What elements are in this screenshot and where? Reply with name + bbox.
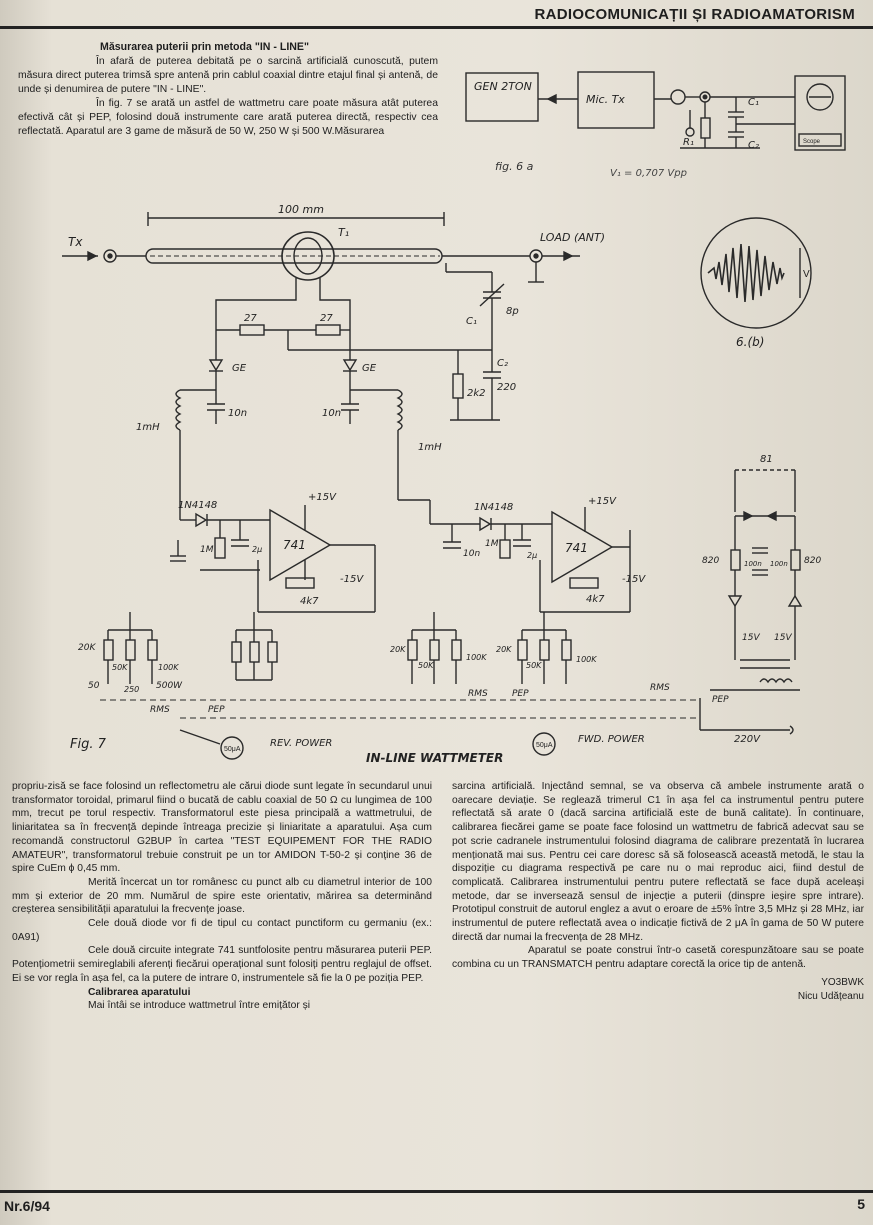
svg-text:100n: 100n — [744, 560, 762, 568]
svg-text:1M: 1M — [485, 539, 499, 549]
svg-text:50μA: 50μA — [536, 742, 553, 749]
left-paragraph-5: Mai întâi se introduce wattmetrul între emițător și — [88, 1000, 311, 1012]
fig6a-note: V₁ = 0,707 Vpp — [610, 168, 687, 179]
svg-text:100n: 100n — [770, 560, 788, 568]
svg-text:741: 741 — [283, 538, 306, 552]
footer-rule — [0, 1190, 873, 1193]
calibration-heading: Calibrarea aparatului — [88, 986, 191, 998]
svg-text:50K: 50K — [112, 663, 128, 672]
fig-7 — [62, 203, 700, 765]
two-tone-envelope — [708, 244, 784, 302]
svg-text:PEP: PEP — [512, 689, 529, 699]
svg-text:R₁: R₁ — [683, 137, 694, 148]
resistor-2k2 — [453, 374, 463, 398]
svg-text:220V: 220V — [734, 734, 760, 745]
author-name: Nicu Udățeanu — [797, 990, 864, 1002]
svg-text:820: 820 — [702, 556, 720, 566]
column-right — [452, 780, 864, 1004]
svg-text:20K: 20K — [390, 645, 406, 654]
svg-text:20K: 20K — [496, 645, 512, 654]
svg-text:100K: 100K — [576, 655, 597, 664]
left-paragraph-2: Merită încercat un tor românesc cu punct alb cu diametrul interior de 100 mm și exterior de 20 mm. Numărul de spire este orientativ, mărirea sa determinând creșterea sensibilității aparatului la frecvențe joase. — [12, 876, 432, 916]
svg-text:RMS: RMS — [468, 689, 488, 699]
svg-text:GE: GE — [232, 363, 247, 374]
svg-text:+15V: +15V — [588, 496, 616, 507]
svg-text:4k7: 4k7 — [586, 594, 605, 605]
svg-text:RMS: RMS — [150, 705, 170, 715]
left-paragraph-4: Cele două circuite integrate 741 suntfolosite pentru măsurarea puterii PEP. Potențiometrii semireglabili aferenți fiecărui operațional sunt folosiți pentru reglajul de offset. Ei se vor regla în așa fel, ca la putere de intrare 0, instrumentele să fie la 0 pe poziția PEP. — [12, 945, 432, 984]
svg-text:27: 27 — [244, 313, 257, 324]
tx-label: Tx — [68, 235, 83, 249]
left-paragraph-3: Cele două diode vor fi de tipul cu contact punctiform cu germaniu (ex.: 0A91) — [12, 918, 432, 943]
intro-paragraph-1: În afară de puterea debitată pe o sarcină artificială cunoscută, putem măsura direct puterea trimsă spre antenă prin cablul coaxial dintre etajul final și antenă, de unde și denumirea de putere "IN - LINE". — [18, 56, 438, 95]
fig6b-caption: 6.(b) — [736, 335, 765, 349]
meter-icon — [671, 90, 685, 104]
svg-text:4k7: 4k7 — [300, 596, 319, 607]
svg-text:C₂: C₂ — [497, 358, 508, 369]
offset-pot-right — [570, 578, 598, 588]
diode-ge-left — [210, 360, 222, 370]
fig-6a — [466, 72, 845, 179]
svg-text:Scope: Scope — [803, 139, 821, 145]
svg-text:27: 27 — [320, 313, 333, 324]
length-label: 100 mm — [278, 203, 324, 216]
svg-text:15V: 15V — [742, 633, 760, 643]
svg-text:15V: 15V — [774, 633, 792, 643]
svg-text:C₁: C₁ — [466, 316, 477, 327]
diode-ge-right — [344, 360, 356, 370]
svg-text:1N4148: 1N4148 — [178, 500, 218, 511]
svg-text:V: V — [803, 269, 810, 280]
svg-text:PEP: PEP — [712, 695, 729, 705]
svg-text:PEP: PEP — [208, 705, 225, 715]
svg-text:250: 250 — [124, 685, 140, 694]
fig-8-power-supply — [650, 454, 821, 745]
fig-6b — [701, 218, 811, 349]
wattmeter-title: IN-LINE WATTMETER — [366, 751, 504, 765]
svg-text:2k2: 2k2 — [467, 388, 486, 399]
svg-text:8p: 8p — [506, 306, 519, 317]
svg-text:GE: GE — [362, 363, 377, 374]
svg-text:500W: 500W — [156, 681, 183, 691]
svg-text:820: 820 — [804, 556, 822, 566]
svg-text:100K: 100K — [158, 663, 179, 672]
right-paragraph-2: Aparatul se poate construi într-o casetă corespunzătoare sau se poate combina cu un TRANSMATCH pentru adaptare corectă la orice tip de antenă. — [452, 945, 864, 971]
svg-text:C₂: C₂ — [748, 140, 759, 151]
page-number: 5 — [857, 1196, 865, 1212]
svg-text:10n: 10n — [322, 408, 342, 419]
tx-label: Mic. Tx — [586, 93, 625, 106]
svg-text:1mH: 1mH — [418, 442, 442, 453]
zener-right — [789, 596, 801, 606]
article-heading: Măsurarea puterii prin metoda "IN - LINE" — [100, 41, 310, 53]
diode-1n4148-right — [480, 518, 490, 530]
svg-text:1N4148: 1N4148 — [474, 502, 514, 513]
svg-text:+15V: +15V — [308, 492, 336, 503]
svg-text:50K: 50K — [418, 661, 434, 670]
zener-left — [729, 596, 741, 606]
svg-text:741: 741 — [565, 541, 588, 555]
author-callsign: YO3BWK — [821, 976, 864, 988]
fig6a-caption: fig. 6 a — [495, 160, 534, 173]
resistor-820-left — [731, 550, 740, 570]
svg-text:1mH: 1mH — [136, 422, 160, 433]
load-label: LOAD (ANT) — [540, 231, 605, 244]
range-resistors-rev — [78, 612, 277, 694]
svg-text:50: 50 — [88, 681, 100, 691]
svg-text:1M: 1M — [200, 545, 214, 555]
fwd-power-label: FWD. POWER — [578, 734, 645, 745]
svg-text:50μA: 50μA — [224, 746, 241, 753]
svg-text:220: 220 — [497, 382, 517, 393]
diode-1n4148-left — [196, 514, 206, 526]
svg-text:2μ: 2μ — [527, 551, 538, 560]
load-resistor — [701, 118, 710, 138]
svg-text:81: 81 — [760, 454, 773, 465]
svg-text:100K: 100K — [466, 653, 487, 662]
svg-text:-15V: -15V — [622, 574, 646, 585]
issue-number: Nr.6/94 — [4, 1198, 50, 1214]
resistor-27-a — [240, 325, 264, 335]
resistor-820-right — [791, 550, 800, 570]
offset-pot-left — [286, 578, 314, 588]
range-resistors-fwd — [390, 612, 597, 684]
svg-text:T₁: T₁ — [338, 226, 350, 239]
arrow-icon — [548, 95, 556, 103]
gen-label: GEN 2TON — [474, 80, 532, 93]
fig7-caption: Fig. 7 — [70, 737, 106, 752]
left-paragraph-1: propriu-zisă se face folosind un reflectometru ale cărui diode sunt legate în secundarul unui transformator toroidal, primarul fiind o bucată de cablu coaxial de 50 Ω cu lungimea de 100 mm, trecut pe torul respectiv. Transformatorul este piesa principală a wattmetrului, de liniaritatea sa în frecvență depinde întreaga precizie și liniaritate a aparatului. Așa cum recomandă constructorul G2BUP în cartea "TEST EQUIPEMENT FOR THE RADIO AMATEUR", transformatorul trebuie construit pe un tor AMIDON T-50-2 și conține 36 de spire CuEm ϕ 0,45 mm. — [12, 781, 432, 875]
intro-paragraph-2: În fig. 7 se arată un astfel de wattmetru care poate măsura atât puterea efectivă cât și PEP, folosind două instrumente care arată puterea directă, respectiv cea reflectată. Aparatul are 3 game de măsură de 50 W, 250 W și 500 W.Măsurarea — [18, 98, 438, 137]
transformer-winding — [760, 679, 792, 682]
svg-text:10n: 10n — [228, 408, 248, 419]
resistor-27-b — [316, 325, 340, 335]
column-left — [12, 780, 432, 1013]
svg-text:20K: 20K — [78, 643, 96, 653]
arrow-icon — [88, 252, 96, 260]
choke-left — [176, 390, 180, 430]
choke-right — [398, 390, 402, 430]
svg-text:-15V: -15V — [340, 574, 364, 585]
running-head: RADIOCOMUNICAȚII ȘI RADIOAMATORISM — [534, 6, 855, 23]
svg-text:50K: 50K — [526, 661, 542, 670]
svg-text:RMS: RMS — [650, 683, 670, 693]
svg-text:10n: 10n — [463, 549, 481, 559]
svg-text:C₁: C₁ — [748, 97, 759, 108]
svg-text:2μ: 2μ — [252, 545, 263, 554]
rev-power-label: REV. POWER — [270, 738, 333, 749]
right-paragraph-1: sarcina artificială. Injectând semnal, se va observa că ambele instrumente arată o oarecare deviație. Se reglează trimerul C1 în așa fel ca instrumentul pentru putere reflectată să arate 0 (dacă sarcina artificială este de bună calitate). În continuare, calibrarea fiecărei game se poate face folosind un wattmetru de fabrică adecvat sau se pot scrie cadranele instrumentului folosind diagrama de calibrare prezentată în lucrarea menționată mai sus. Pentru cei care doresc să să folosească această metodă, le stau la dispoziție cu diagrama respectivă pe care nu o mai reproduc aici, fiind destul de complicată. Calibrarea instrumentului pentru putere reflectată se face după aceleași metode, dar se inversează sensul de injecție a puterii (dinspre ieșire spre intrare). Prototipul construit de autorul englez a avut o eroare de ±5% între 3,5 MHz și 28 MHz, iar instrumentul de putere reflectată avea o indicație fictivă de 2 μA în gama de 50 W putere directă dar numai la frecvența de 28 MHz. — [452, 781, 864, 943]
